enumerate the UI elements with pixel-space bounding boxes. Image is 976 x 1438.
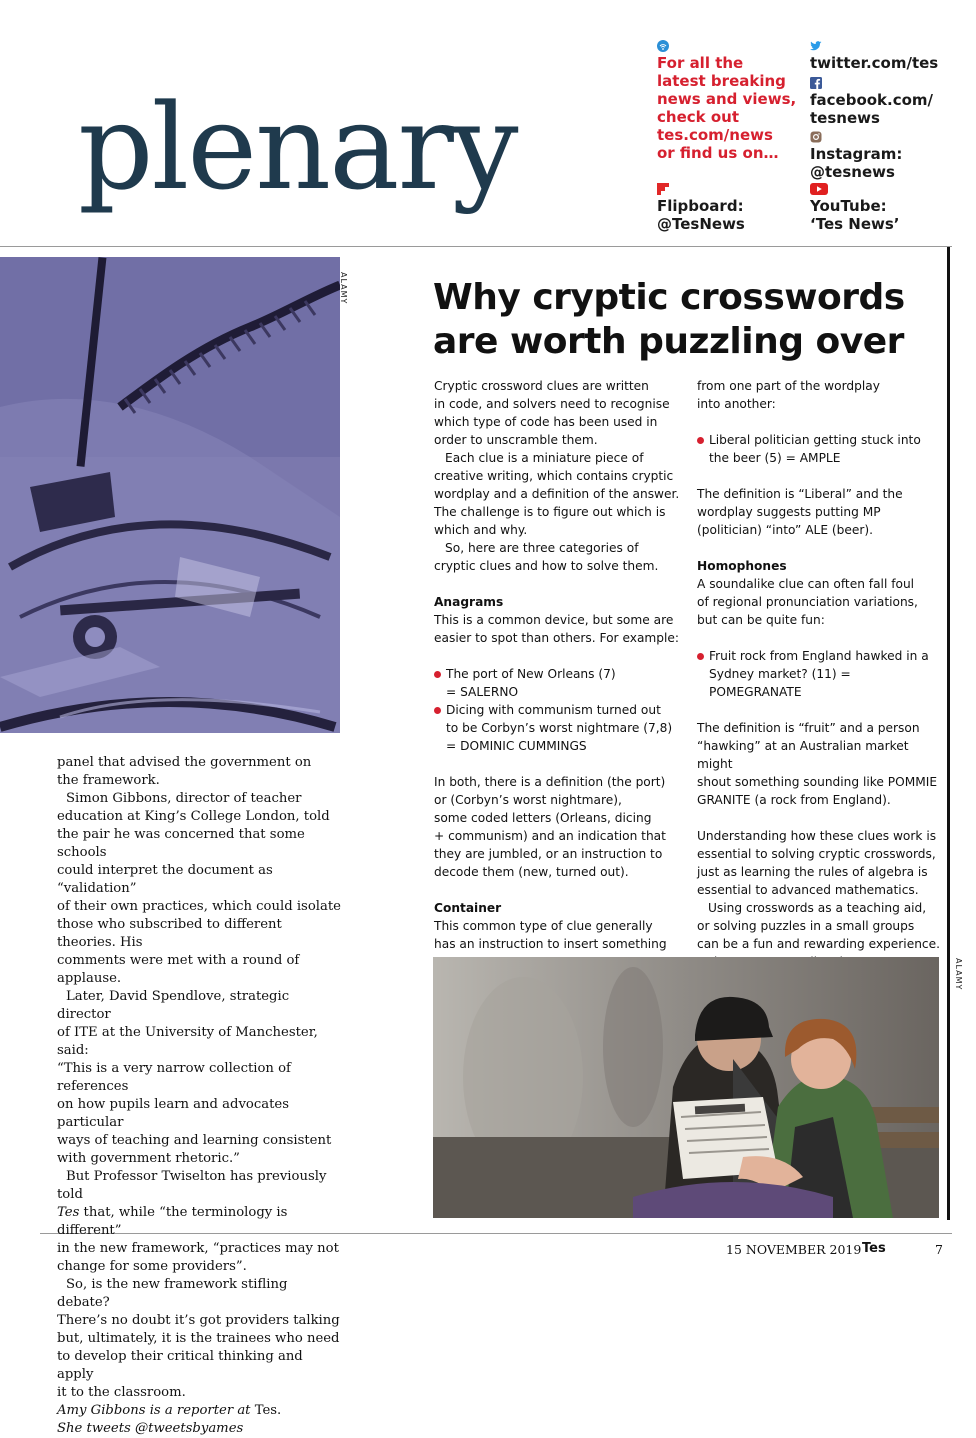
using-para: Using crosswords as a teaching aid, or solving puzzles in a small groups can be a fun and rewarding experience. [697,901,940,951]
flipboard-icon [657,183,669,195]
flipboard-link[interactable]: Flipboard: @TesNews [657,183,745,233]
clue-bullet-4: Fruit rock from England hawked in a Sydney market? (11) = POMEGRANATE [697,647,945,701]
youtube-icon [810,183,828,195]
news-promo: For all the latest breaking news and views, check out tes.com/news or find us on… [657,40,796,162]
instagram-link[interactable]: Instagram: @tesnews [810,131,902,181]
article-column-1 [434,377,689,953]
section-title: plenary [78,78,517,216]
left-para-3: Later, David Spendlove, strategic director of ITE at the University of Manchester, said: “This is a very narrow collection of references on how pupils learn and advocates particular ways of teaching and learning consistent with government rhetoric.” [57,989,332,1166]
photo-credit-left: ALAMY [339,272,348,305]
clue-bullet-2: Dicing with communism turned out to be Corbyn’s worst nightmare (7,8) = DOMINIC CUMMINGS [434,701,689,755]
instagram-icon [810,131,822,143]
left-para-2: Simon Gibbons, director of teacher education at King’s College London, told the pair he was concerned that some schools could interpret the document as “validation” of their own practices, which could isolate those who subscribed to different theories. His comments were met with a round of applause. [57,791,341,986]
left-para-4: But Professor Twiselton has previously told Tes that, while “the terminology is different” in the new framework, “practices may not change for some providers”. [57,1169,339,1274]
facebook-link[interactable]: facebook.com/ tesnews [810,77,933,127]
article-headline: Why cryptic crosswords are worth puzzling over [433,277,905,362]
left-para-1: panel that advised the government on the framework. [57,755,312,788]
anagrams-text: This is a common device, but some are easier to spot than others. For example: [434,613,680,645]
header-divider [0,246,952,247]
left-column-article-continuation [57,754,342,1438]
left-photo-classic-car [0,257,340,733]
definition-para-2: The definition is “fruit” and a person “hawking” at an Australian market might shout something sounding like POMMIE GRANITE (a rock from England). [697,721,938,807]
para-3: So, here are three categories of cryptic clues and how to solve them. [434,541,659,573]
page-number: 7 [935,1242,943,1257]
anagrams-heading: Anagrams [434,595,504,609]
para-2: Each clue is a miniature piece of creative writing, which contains cryptic wordplay and a definition of the answer. The challenge is to figure out which is which and why. [434,451,680,537]
article-column-2 [697,377,945,1007]
intro-para: Cryptic crossword clues are written in code, and solvers need to recognise which type of code has been used in order to unscramble them. [434,379,670,447]
container-heading: Container [434,901,502,915]
youtube-link[interactable]: YouTube: ‘Tes News’ [810,183,899,233]
newspaper-photo-illustration [433,957,939,1218]
wifi-icon [657,40,669,52]
container-text: This common type of clue generally has an instruction to insert something [434,919,667,951]
photo-credit-right: ALAMY [954,958,963,991]
understanding-para: Understanding how these clues work is essential to solving cryptic crosswords, just as learning the rules of algebra is essential to advanced mathematics. [697,829,937,897]
issue-date: 15 NOVEMBER 2019 [726,1242,862,1257]
both-para: In both, there is a definition (the port) or (Corbyn’s worst nightmare), some coded letters (Orleans, dicing + communism) and an indication that they are jumbled, or an instruction to decode them (new, turned out). [434,775,666,879]
photo-couple-reading-newspaper [433,957,939,1218]
page-edge-rule [947,247,950,1220]
car-photo-illustration [0,257,340,733]
twitter-icon [810,40,822,52]
twitter-link[interactable]: twitter.com/tes [810,40,938,72]
homophones-text: A soundalike clue can often fall foul of regional pronunciation variations, but can be quite fun: [697,577,918,627]
definition-para-1: The definition is “Liberal” and the wordplay suggests putting MP (politician) “into” ALE (beer). [697,487,903,537]
publication-name: Tes [862,1241,886,1256]
container-continued: from one part of the wordplay into another: [697,379,880,411]
clue-bullet-3: Liberal politician getting stuck into the beer (5) = AMPLE [697,431,945,467]
left-byline: Amy Gibbons is a reporter at Tes. She tweets @tweetsbyames [57,1403,282,1436]
homophones-heading: Homophones [697,559,787,573]
facebook-icon [810,77,822,89]
left-para-5: So, is the new framework stifling debate? There’s no doubt it’s got providers talking but, ultimately, it is the trainees who need to develop their critical thinking and apply it to the classroom. [57,1277,340,1400]
clue-bullet-1: The port of New Orleans (7) = SALERNO [434,665,689,701]
